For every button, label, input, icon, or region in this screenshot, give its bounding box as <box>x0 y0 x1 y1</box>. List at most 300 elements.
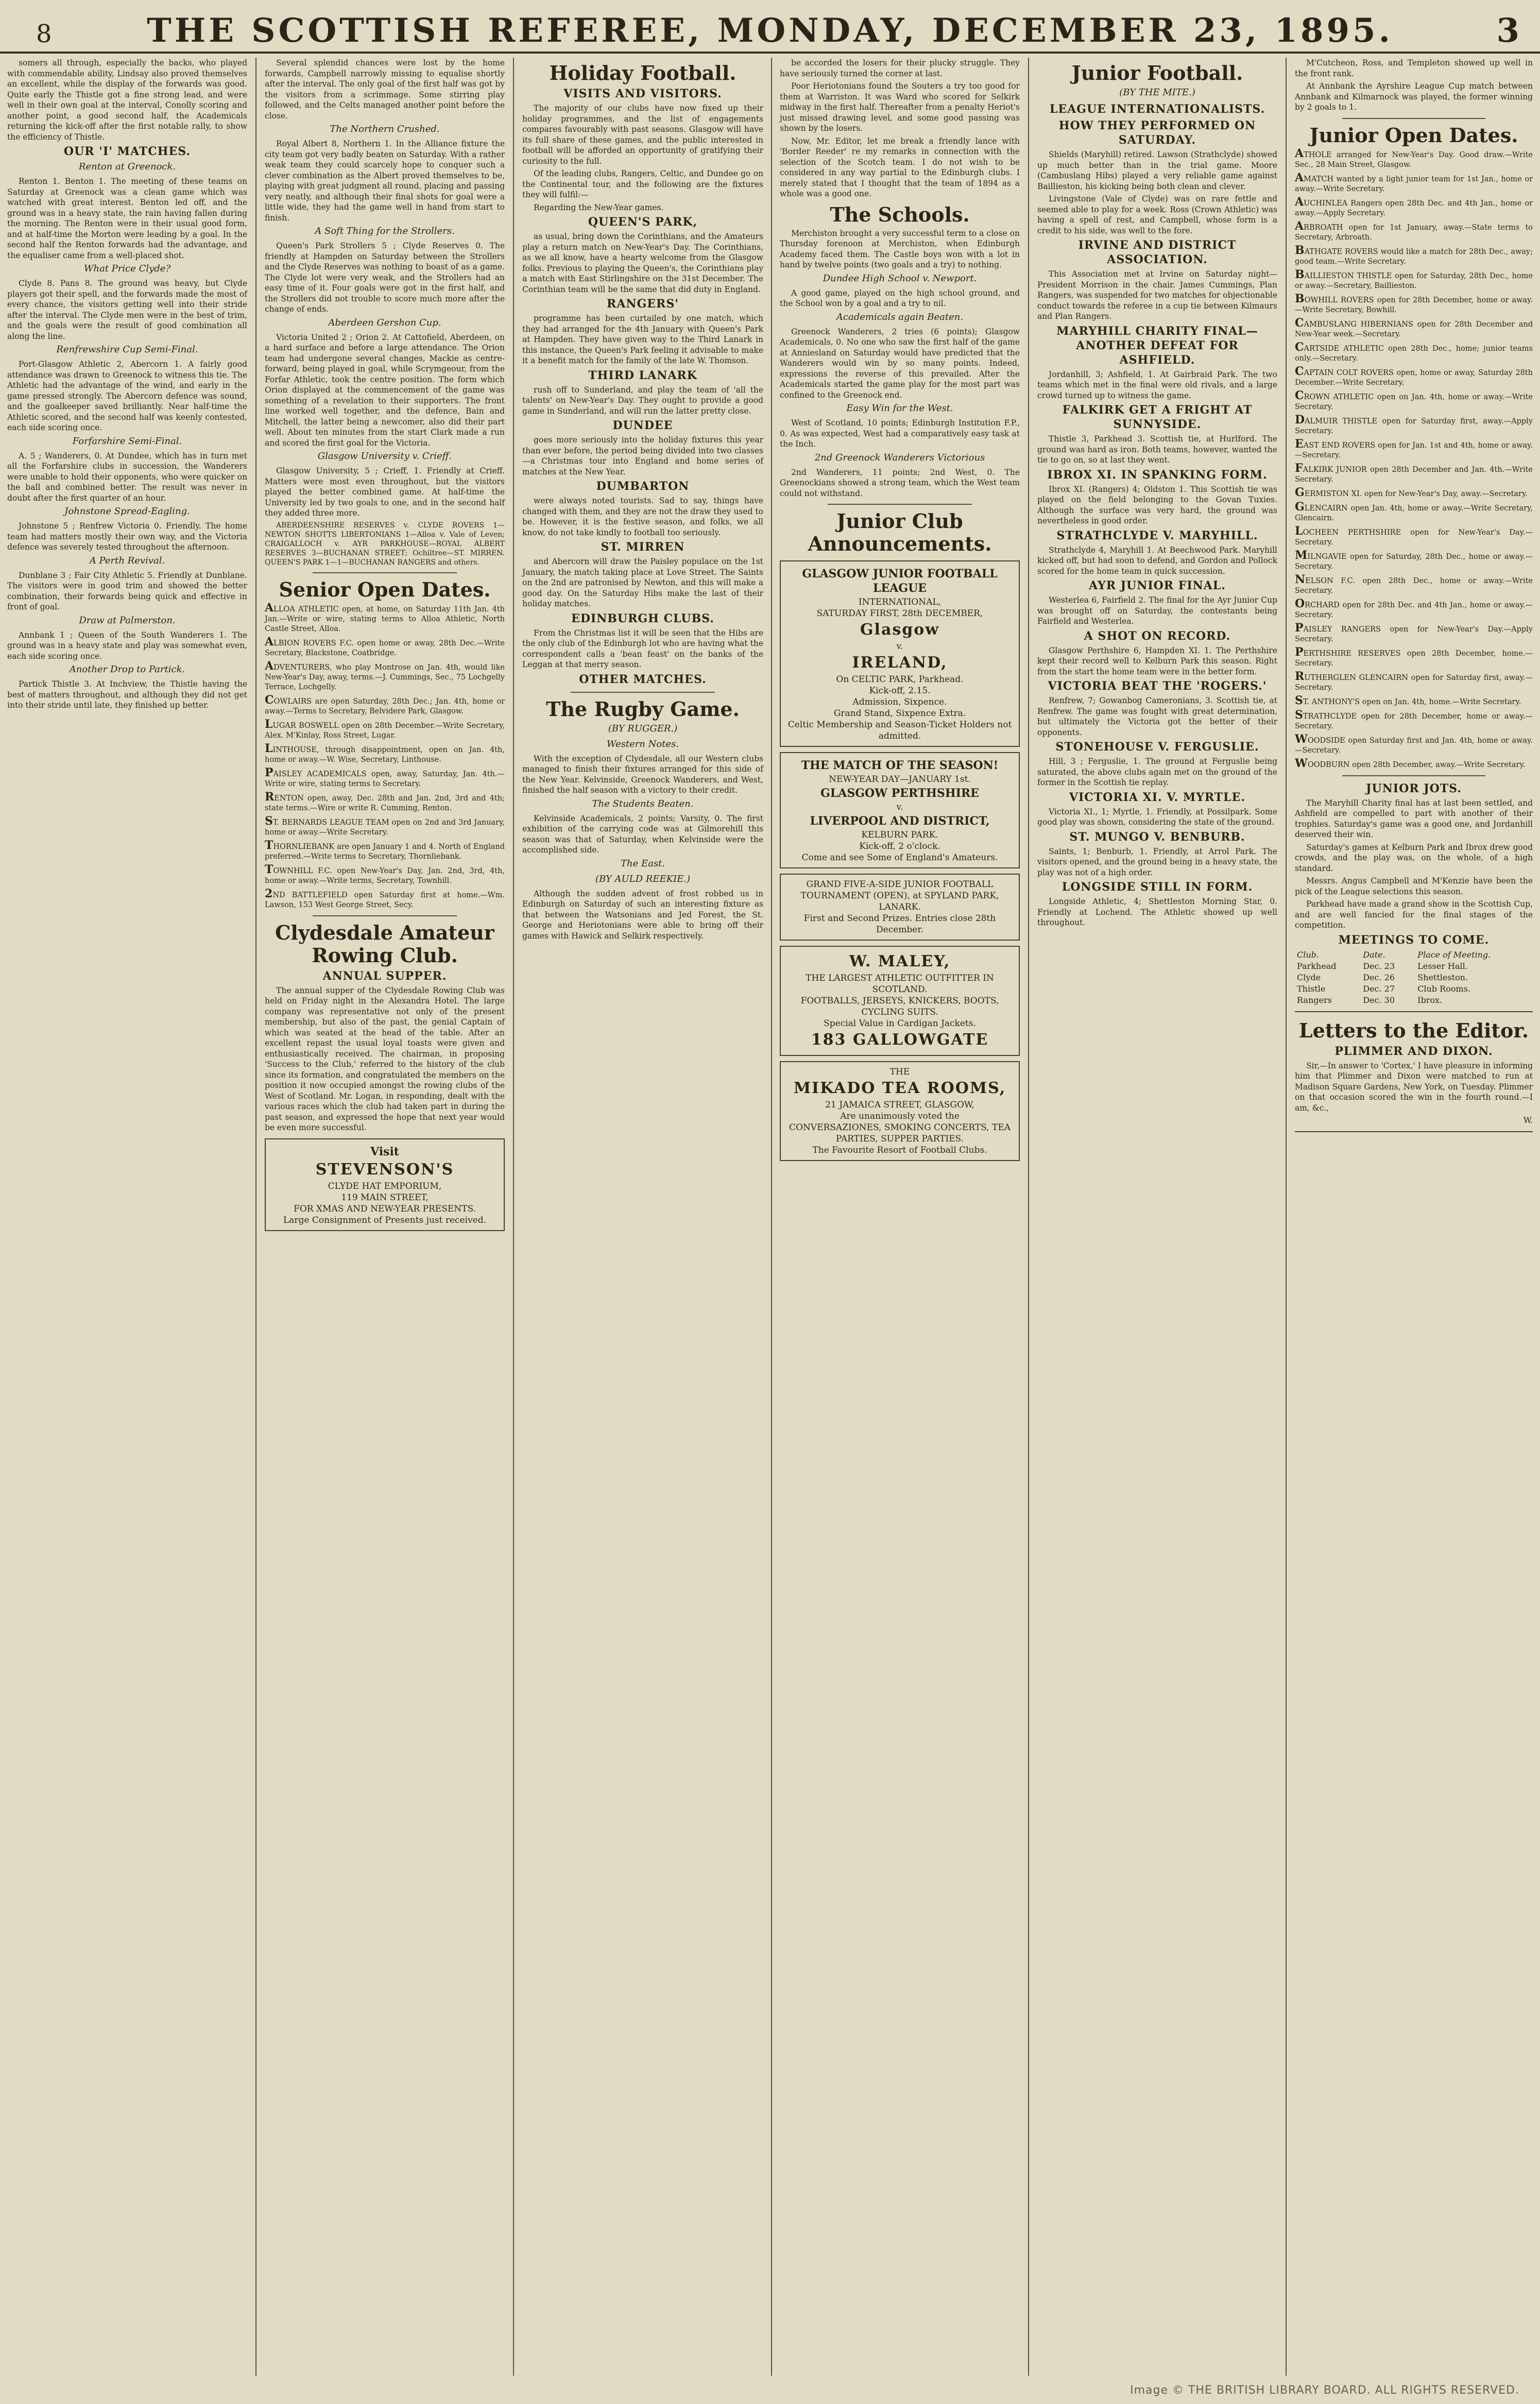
drop-cap: D <box>1295 413 1305 427</box>
article-text: rush off to Sunderland, and play the team of 'all the talents' on New-Year's Day. They ought to provide a good game in Sunderland, and will run the latter pretty close. <box>522 385 763 416</box>
advertisement-maley <box>780 946 1020 1056</box>
table-cell-place: Club Rooms. <box>1417 983 1470 994</box>
article-text: Merchiston brought a very successful term to a close on Thursday forenoon at Merchiston, when Edinburgh Academy faced them. The Castle boys won with a lot in hand by twelve points (two goals and a try) to nothing. <box>780 228 1020 269</box>
open-date-entry <box>1295 197 1533 218</box>
section-heading: The Schools. <box>830 202 970 226</box>
open-date-entry <box>1295 388 1533 412</box>
open-date-entry <box>1295 318 1533 339</box>
open-date-text: ELSON F.C. open 28th Dec., home or away.—Write Secretary. <box>1295 576 1533 595</box>
article-subheading: The Northern Crushed. <box>330 124 440 134</box>
article-subheading: Johnstone Spread-Eagling. <box>64 506 190 517</box>
article-subheading: The East. <box>620 858 665 869</box>
ad-line: GRAND FIVE-A-SIDE JUNIOR FOOTBALL TOURNAMENT (OPEN), at SPYLAND PARK, LANARK. <box>800 879 999 912</box>
page-edge-number: 8 <box>36 20 54 48</box>
open-date-entry <box>1295 623 1533 644</box>
open-date-text: ND BATTLEFIELD open Saturday first at home.—Wm. Lawson, 153 West George Street, Secy. <box>265 891 505 909</box>
article-text: Hill, 3 ; Ferguslie, 1. The ground at Ferguslie being saturated, the above clubs again met on the ground of the former in the Scottish tie replay. <box>1037 757 1277 787</box>
article-text: Queen's Park Strollers 5 ; Clyde Reserves 0. The friendly at Hampden on Saturday between the Strollers and the Clyde Reserves was nothing to boast of as a game. The Clyde lot were very weak, and the Strollers had an easy time of it. Four goals were got in the first half, and the Strollers did not trouble to score much more after the change of ends. <box>265 241 505 314</box>
ad-line: FOOTBALLS, JERSEYS, KNICKERS, BOOTS, CYCLING SUITS. <box>800 996 999 1017</box>
open-date-entry <box>1295 173 1533 194</box>
article-subheading: QUEEN'S PARK, <box>588 215 698 229</box>
open-date-entry <box>1295 294 1533 315</box>
article-text: Strathclyde 4, Maryhill 1. At Beechwood Park. Maryhill kicked off, but had soon to defend, and Gordon and Pollock scored for the home team in quick succession. <box>1037 545 1277 576</box>
ad-line: SATURDAY FIRST, 28th DECEMBER, <box>816 608 983 619</box>
ad-line: CONVERSAZIONES, SMOKING CONCERTS, TEA PARTIES, SUPPER PARTIES. <box>789 1122 1011 1144</box>
open-date-entry <box>1295 439 1533 461</box>
open-date-text: DVENTURERS, who play Montrose on Jan. 4th, would like New-Year's Day, away, terms.—J. Cummings, Sec., 75 Lochgelly Terrace, Lochgelly. <box>265 663 505 691</box>
open-date-text: AISLEY RANGERS open for New-Year's Day.—Apply Secretary. <box>1295 625 1533 643</box>
open-date-entry <box>265 695 505 717</box>
open-date-entry <box>1295 548 1533 572</box>
open-date-entry <box>265 886 505 910</box>
ad-line: Come and see Some of England's Amateurs. <box>801 853 998 863</box>
open-date-entry <box>1295 732 1533 756</box>
ad-line: Admission, Sixpence. <box>852 697 947 707</box>
article-text: Partick Thistle 3. At Inchview, the Thistle having the best of matters throughout, and although they did not get into their stride until late, they finished up better. <box>7 679 247 710</box>
article-text: From the Christmas list it will be seen that the Hibs are the only club of the Edinburgh lot who are having what the correspondent calls a 'bean feast' on the banks of the Leggan at that merry season. <box>522 628 763 669</box>
ad-line: Kick-off, 2.15. <box>869 686 931 696</box>
article-subheading: Another Drop to Partick. <box>69 664 185 675</box>
article-text: At Annbank the Ayrshire League Cup match between Annbank and Kilmarnock was played, the former winning by 2 goals to 1. <box>1295 81 1533 112</box>
divider <box>1342 118 1485 119</box>
article-text: Saints, 1; Benburb, 1. Friendly, at Arrol Park. The visitors opened, and the ground being in a heavy state, the play was not of a high order. <box>1037 846 1277 877</box>
section-heading: Holiday Football. <box>549 61 737 84</box>
article-text: programme has been curtailed by one match, which they had arranged for the 4th January with Queen's Park at Hampden. They have given way to the Third Lanark in this instance, the Queen's Park feeling it advisable to make it a benefit match for the family of the late W. Thomson. <box>522 314 763 365</box>
article-subheading: Easy Win for the West. <box>846 403 953 414</box>
article-text: M'Cutcheon, Ross, and Templeton showed up well in the front rank. <box>1295 58 1533 78</box>
article-subheading: LEAGUE INTERNATIONALISTS. <box>1049 103 1265 116</box>
column-6 <box>1288 58 1540 2376</box>
drop-cap: C <box>265 693 274 707</box>
section-heading: OUR 'I' MATCHES. <box>63 145 191 158</box>
ad-line: GLASGOW JUNIOR FOOTBALL LEAGUE <box>802 567 998 595</box>
open-date-text: ATHGATE ROVERS would like a match for 28th Dec., away; good team.—Write Secretary. <box>1295 247 1533 266</box>
article-text: Victoria XI., 1; Myrtle, 1. Friendly, at Possilpark. Some good play was shown, considering the state of the ground. <box>1037 807 1277 827</box>
article-subheading: ST. MIRREN <box>601 540 685 554</box>
ad-line: v. <box>896 802 903 812</box>
open-date-entry <box>265 792 505 813</box>
ad-line: IRELAND, <box>852 654 948 672</box>
open-date-entry <box>1295 502 1533 523</box>
open-date-entry <box>265 741 505 765</box>
article-subheading: FALKIRK GET A FRIGHT AT SUNNYSIDE. <box>1062 403 1253 431</box>
drop-cap: E <box>1295 437 1304 451</box>
open-date-entry <box>265 862 505 886</box>
ad-line: MIKADO TEA ROOMS, <box>793 1079 1006 1097</box>
ad-line: FOR XMAS AND NEW-YEAR PRESENTS. <box>294 1203 476 1214</box>
open-date-text: ALMUIR THISTLE open for Saturday first, away.—Apply Secretary. <box>1295 417 1533 435</box>
article-text: This Association met at Irvine on Saturday night—President Morrison in the chair. James Cummings, Plan Rangers, was suspended for two matches for objectionable conduct towards the referee in a cup tie between Kilmaurs and Plan Rangers. <box>1037 269 1277 321</box>
table-cell-club: Clyde <box>1297 972 1321 982</box>
open-date-text: OCHEEN PERTHSHIRE open for New-Year's Day.—Secretary. <box>1295 528 1533 547</box>
drop-cap: O <box>1295 596 1305 610</box>
article-text: as usual, bring down the Corinthians, and the Amateurs play a return match on New-Year's Day. The Corinthians, as we all know, have a hearty welcome from the Glasgow folks. Previous to playing the Queen's, the Corinthians play a match with East Stirlingshire on the 31st December. The Corinthian team will be the same that did duty in England. <box>522 232 763 294</box>
article-subheading: HOW THEY PERFORMED ON SATURDAY. <box>1058 119 1256 147</box>
drop-cap: S <box>265 814 273 828</box>
open-date-entry <box>1295 693 1533 707</box>
section-heading: The Rugby Game. <box>546 697 740 721</box>
article-subheading: A Soft Thing for the Strollers. <box>315 226 455 236</box>
article-subheading: Renfrewshire Cup Semi-Final. <box>56 344 198 355</box>
open-date-entry <box>265 661 505 692</box>
open-date-entry <box>265 717 505 741</box>
ad-line: v. <box>896 641 903 652</box>
article-subheading: A SHOT ON RECORD. <box>1084 629 1231 643</box>
article-text: Messrs. Angus Campbell and M'Kenzie have been the pick of the League selections this season. <box>1295 876 1533 896</box>
article-text: Glasgow University, 5 ; Crieff, 1. Friendly at Crieff. Matters were most even throughout, but the visitors played the better combined game. At half-time the University led by two goals to one, and in the second half they added three more. <box>265 466 505 518</box>
advertisement-stevensons <box>265 1138 505 1231</box>
article-text: somers all through, especially the backs, who played with commendable ability, Lindsay also proved themselves an excellent, while the display of the forwards was good. Quite early the Thistle got a fine strong lead, and were well in their own goal at the interval, Conolly scoring and another point, a good second half, the Academicals returning the kick-off after the first notable rally, to show the efficiency of Thistle. <box>7 58 247 142</box>
section-heading: Junior Club Announcements. <box>808 509 992 555</box>
drop-cap: 2 <box>265 886 273 900</box>
open-date-text: LENCAIRN open Jan. 4th, home or away.—Write Secretary, Glencairn. <box>1295 504 1533 522</box>
article-subheading: ANNUAL SUPPER. <box>322 969 447 983</box>
byline: (BY RUGGER.) <box>608 723 678 734</box>
open-date-text: AISLEY ACADEMICALS open, away, Saturday, Jan. 4th.—Write or wire, stating terms to Secretary. <box>265 770 505 788</box>
column-rule <box>513 58 514 2376</box>
open-date-text: MATCH wanted by a light junior team for 1st Jan., home or away.—Write Secretary. <box>1295 175 1533 193</box>
article-text: Several splendid chances were lost by the home forwards, Campbell narrowly missing to equalise shortly after the interval. The only goal of the first half was got by the visitors from a scrimmage. Some stirring play followed, and the Celts managed another point before the close. <box>265 58 505 121</box>
article-subheading: Dundee High School v. Newport. <box>823 272 977 284</box>
open-date-text: OWLAIRS are open Saturday, 28th Dec.; Jan. 4th, home or away.—Terms to Secretary, Belvidere Park, Glasgow. <box>265 697 505 715</box>
open-date-entry <box>1295 146 1533 170</box>
ad-line: INTERNATIONAL, <box>858 597 942 607</box>
byline: (BY AULD REEKIE.) <box>595 873 691 884</box>
open-date-text: UTHERGLEN GLENCAIRN open for Saturday first, away.—Secretary. <box>1295 673 1533 692</box>
article-subheading: AYR JUNIOR FINAL. <box>1089 579 1226 592</box>
advertisement-mikado <box>780 1061 1020 1161</box>
ad-line: KELBURN PARK. <box>861 830 938 840</box>
drop-cap: A <box>1295 171 1304 184</box>
drop-cap: W <box>1295 756 1308 770</box>
section-heading: Junior Open Dates. <box>1309 123 1518 147</box>
section-heading: MEETINGS TO COME. <box>1338 933 1490 947</box>
article-subheading: STONEHOUSE V. FERGUSLIE. <box>1055 740 1259 754</box>
open-date-text: ERMISTON XI. open for New-Year's Day, away.—Secretary. <box>1304 489 1528 498</box>
article-text: goes more seriously into the holiday fixtures this year than ever before, the period being divided into two classes—a Christmas tour into England and home series of matches at the New Year. <box>522 435 763 476</box>
drop-cap: C <box>1295 316 1304 330</box>
open-date-entry <box>1295 415 1533 436</box>
column-5 <box>1030 58 1285 2376</box>
open-date-entry <box>1295 485 1533 499</box>
drop-cap: A <box>265 601 274 615</box>
article-subheading: OTHER MATCHES. <box>579 672 707 686</box>
drop-cap: B <box>1295 243 1305 257</box>
open-date-text: UGAR BOSWELL open on 28th December.—Write Secretary, Alex. M'Kinlay, Ross Street, Lugar. <box>265 721 505 740</box>
letters-section <box>1295 1011 1533 1132</box>
masthead <box>0 0 1540 54</box>
open-date-text: LLOA ATHLETIC open, at home, on Saturday 11th Jan. 4th Jan.—Write or wire, stating terms to Alloa Athletic, North Castle Street, Alloa. <box>265 605 505 633</box>
table-row <box>1295 972 1533 983</box>
drop-cap: T <box>265 838 273 852</box>
article-text: Now, Mr. Editor, let me break a friendly lance with 'Border Reeder' re my remarks in connection with the selection of the Scotch team. I do not wish to be considered in any way partial to the Edinburgh clubs. I merely stated that I thought that the team of 1894 as a whole was a good one. <box>780 136 1020 198</box>
article-subheading: DUNDEE <box>612 419 673 432</box>
drop-cap: A <box>1295 219 1304 233</box>
drop-cap: L <box>265 717 273 731</box>
open-date-entry <box>1295 669 1533 693</box>
article-subheading: VICTORIA BEAT THE 'ROGERS.' <box>1048 679 1267 693</box>
ad-line: THE MATCH OF THE SEASON! <box>801 759 999 772</box>
ad-line: First and Second Prizes. Entries close 28th December. <box>803 913 996 935</box>
article-text: A. 5 ; Wanderers, 0. At Dundee, which has in turn met all the Forfarshire clubs in succession, the Wanderers were unable to hold their opponents, who were quicker on the ball and combined better. The result was never in doubt after the first quarter of an hour. <box>7 451 247 503</box>
article-subheading: Renton at Greenock. <box>78 161 176 172</box>
ad-line: THE LARGEST ATHLETIC OUTFITTER IN SCOTLAND. <box>806 973 994 995</box>
drop-cap: S <box>1295 708 1303 722</box>
article-text: Saturday's games at Kelburn Park and Ibrox drew good crowds, and the play was, on the whole, of a high standard. <box>1295 842 1533 873</box>
ad-line: Large Consignment of Presents just received. <box>283 1215 487 1225</box>
ad-line: The Favourite Resort of Football Clubs. <box>812 1145 987 1155</box>
article-subheading: Aberdeen Gershon Cup. <box>328 317 441 328</box>
ad-line: Special Value in Cardigan Jackets. <box>824 1018 976 1029</box>
table-cell-place: Shettleston. <box>1417 972 1468 982</box>
article-subheading: DUMBARTON <box>596 480 690 493</box>
drop-cap: W <box>1295 732 1308 746</box>
article-text: Annbank 1 ; Queen of the South Wanderers 1. The ground was in a heavy state and play was somewhat even, each side scoring once. <box>7 630 247 661</box>
article-text: Although the sudden advent of frost robbed us in Edinburgh on Saturday of such an interesting fixture as that between the Watsonians and Jed Forest, the St. George and Heriotonians were able to bring off their games with Hawick and Selkirk respectively. <box>522 889 763 941</box>
article-subheading: The Students Beaten. <box>592 798 694 809</box>
open-date-entry <box>265 603 505 634</box>
article-subheading: ST. MUNGO V. BENBURB. <box>1069 830 1245 844</box>
table-cell-date: Date. <box>1363 949 1385 960</box>
ad-line: 183 GALLOWGATE <box>811 1031 989 1049</box>
divider <box>828 504 972 505</box>
section-heading: Junior Football. <box>1071 61 1243 84</box>
open-date-text: UCHINLEA Rangers open 28th Dec. and 4th Jan., home or away.—Apply Secretary. <box>1295 199 1533 217</box>
ad-line: LIVERPOOL AND DISTRICT, <box>810 814 990 828</box>
open-date-text: ERTHSHIRE RESERVES open 28th December, home.—Secretary. <box>1295 649 1533 668</box>
section-heading: Senior Open Dates. <box>279 577 491 601</box>
column-rule <box>1028 58 1029 2376</box>
open-date-text: LBION ROVERS F.C. open home or away, 28th Dec.—Write Secretary, Blackstone, Coatbridge. <box>265 639 505 657</box>
article-text: Clyde 8. Pans 8. The ground was heavy, but Clyde players got their spell, and the forwards made the most of every chance, the visitors getting well into their stride after the interval. The Clyde men were in the best of trim, and the goals were the result of good combination all along the line. <box>7 279 247 341</box>
article-text: Westerlea 6, Fairfield 2. The final for the Ayr Junior Cup was brought off on Saturday, the contestants being Fairfield and Westerlea. <box>1037 595 1277 626</box>
advertisement-international <box>780 560 1020 747</box>
article-subheading: RANGERS' <box>607 297 679 311</box>
drop-cap: B <box>1295 292 1305 305</box>
table-row <box>1295 983 1533 995</box>
ad-line: Celtic Membership and Season-Ticket Holders not admitted. <box>788 720 1012 741</box>
open-date-text: ARTSIDE ATHLETIC open 28th Dec., home; junior teams only.—Secretary. <box>1295 344 1533 363</box>
open-date-entry <box>265 838 505 862</box>
ad-line: 21 JAMAICA STREET, GLASGOW, <box>825 1100 974 1110</box>
drop-cap: R <box>1295 669 1305 683</box>
table-cell-place: Ibrox. <box>1417 995 1443 1005</box>
ad-line: STEVENSON'S <box>315 1160 454 1179</box>
ad-line: THE <box>889 1067 910 1077</box>
article-subheading: 2nd Greenock Wanderers Victorious <box>814 452 985 463</box>
drop-cap: A <box>265 635 274 649</box>
article-text: Livingstone (Vale of Clyde) was on rare fettle and seemed able to play for a week. Ross (Crown Athletic) was having a spell of rest, and Campbell, whose form is a credit to his side, was well to the fore. <box>1037 194 1277 235</box>
page-number: 3 <box>1496 11 1519 50</box>
ad-line: Grand Stand, Sixpence Extra. <box>833 708 966 719</box>
article-text: Sir,—In answer to 'Cortex,' I have pleasure in informing him that Plimmer and Dixon were matched to run at Madison Square Gardens, New York, on Tuesday. Plimmer on that occasion scored the win in the fourth round.—I am, &c., <box>1295 1061 1533 1113</box>
advertisement-match-of-season <box>780 752 1020 868</box>
article-subheading: PLIMMER AND DIXON. <box>1334 1044 1493 1058</box>
open-dates-list <box>1295 146 1533 770</box>
byline: (BY THE MITE.) <box>1119 87 1195 98</box>
article-text: Royal Albert 8, Northern 1. In the Alliance fixture the city team got very badly beaten on Saturday. With a rather weak team they could scarcely hope to conquer such a clever combination as the Albert proved themselves to be, playing with great judgment all round, placing and passing very neatly, and although their final shots for goal were a little wide, they had the game well in hand from start to finish. <box>265 139 505 223</box>
article-subheading: MARYHILL CHARITY FINAL—ANOTHER DEFEAT FOR ASHFIELD. <box>1056 324 1258 367</box>
article-text: and Abercorn will draw the Paisley populace on the 1st January, the match taking place at Love Street. The Saints on the 2nd are patronised by Newton, and this will make a good day. On the Saturday Hibs make the last of their holiday matches. <box>522 557 763 608</box>
drop-cap: P <box>265 765 273 779</box>
drop-cap: G <box>1295 500 1305 514</box>
divider <box>571 692 715 693</box>
open-date-text: OODSIDE open Saturday first and Jan. 4th, home or away.—Secretary. <box>1295 736 1533 755</box>
article-subheading: THIRD LANARK <box>588 368 697 382</box>
open-date-text: RBROATH open for 1st January, away.—State terms to Secretary, Arbroath. <box>1295 223 1533 242</box>
article-text: 2nd Wanderers, 11 points; 2nd West, 0. The Greenockians showed a strong team, which the West team could not withstand. <box>780 467 1020 498</box>
drop-cap: P <box>1295 645 1304 659</box>
article-subheading: Draw at Palmerston. <box>79 615 176 626</box>
open-date-entry <box>1295 364 1533 388</box>
open-date-entry <box>1295 267 1533 291</box>
article-text: The annual supper of the Clydesdale Rowing Club was held on Friday night in the Alexandra Hotel. The large company was representative not only of the present membership, but also of the past, the genial Captain of which was seated at the head of the table. After an excellent repast the usual loyal toasts were given and enthusiastically received. The chairman, in proposing 'Success to the Club,' referred to the history of the club since its formation, and congratulated the members on the position it now occupied amongst the rowing clubs of the West of Scotland. Mr. Logan, in responding, dealt with the various races which the club had taken part in during the past season, and expressed the hope that next year would be even more successful. <box>265 985 505 1132</box>
article-text: Poor Heriotonians found the Souters a try too good for them at Warriston. It was Ward who scored for Selkirk midway in the first half. Thereafter from a penalty Heriot's just missed drawing level, and some good passing was shown by the losers. <box>780 81 1020 133</box>
article-text: The Maryhill Charity final has at last been settled, and Ashfield are compelled to part with another of their trophies. Saturday's game was a good one, and Jordanhill deserved their win. <box>1295 798 1533 839</box>
divider <box>313 915 457 916</box>
open-date-text: ILNGAVIE open for Saturday, 28th Dec., home or away.—Secretary. <box>1295 552 1533 571</box>
table-cell-date: Dec. 30 <box>1363 995 1395 1005</box>
drop-cap: T <box>265 862 273 876</box>
open-date-entry <box>1295 526 1533 548</box>
drop-cap: S <box>1295 693 1303 707</box>
table-cell-club: Club. <box>1297 949 1319 960</box>
article-text: Renfrew, 7; Gowanbog Cameronians, 3. Scottish tie, at Renfrew. The game was fought with great determination, but ultimately the Victoria got the better of their opponents. <box>1037 696 1277 737</box>
open-date-entry <box>265 637 505 658</box>
article-text: With the exception of Clydesdale, all our Western clubs managed to finish their fixtures arranged for this side of the New Year. Kelvinside, Greenock Wanderers, and West, finished the half season with a victory to their credit. <box>522 754 763 795</box>
article-text: West of Scotland, 10 points; Edinburgh Institution F.P., 0. As was expected, West had a comparatively easy task at the Inch. <box>780 418 1020 449</box>
article-text: Dunblane 3 ; Fair City Athletic 5. Friendly at Dunblane. The visitors were in good trim and showed the better combination, their forwards being quick and effective in front of goal. <box>7 570 247 611</box>
article-subheading: VICTORIA XI. V. MYRTLE. <box>1069 790 1246 804</box>
meetings-table <box>1295 949 1533 1006</box>
open-date-entry <box>1295 572 1533 596</box>
article-subheading: STRATHCLYDE V. MARYHILL. <box>1056 528 1258 542</box>
drop-cap: C <box>1295 388 1304 402</box>
open-date-entry <box>1295 221 1533 243</box>
results-list: ABERDEENSHIRE RESERVES v. CLYDE ROVERS 1—NEWTON SHOTTS LIBERTONIANS 1—Alloa v. Vale of Leven; CRAIGALLOCH v. AYR PARKHOUSE—ROYAL ALBERT RESERVES 3—BUCHANAN STREET; Ochiltree—ST. MIRREN. QUEEN'S PARK 1—1—BUCHANAN RANGERS and others. <box>265 521 505 567</box>
open-date-text: AST END ROVERS open for Jan. 1st and 4th, home or away.—Secretary. <box>1295 441 1533 459</box>
table-cell-date: Dec. 27 <box>1363 983 1395 994</box>
column-4 <box>773 58 1027 2376</box>
section-heading: Clydesdale Amateur Rowing Club. <box>275 920 494 967</box>
open-date-entry <box>1295 756 1533 770</box>
article-subheading: Western Notes. <box>606 738 679 749</box>
drop-cap: N <box>1295 572 1306 586</box>
table-cell-club: Thistle <box>1297 983 1326 994</box>
article-subheading: Glasgow University v. Crieff. <box>317 451 452 462</box>
column-rule <box>771 58 772 2376</box>
ad-line: CLYDE HAT EMPORIUM, <box>328 1181 442 1191</box>
open-date-text: AMBUSLANG HIBERNIANS open for 28th December and New-Year week.—Secretary. <box>1295 320 1533 338</box>
open-date-text: TRATHCLYDE open for 28th December, home or away.—Secretary. <box>1295 712 1533 730</box>
open-date-entry <box>1295 710 1533 731</box>
drop-cap: A <box>1295 195 1304 209</box>
article-text: Renton 1. Benton 1. The meeting of these teams on Saturday at Greenock was a clean game which was watched with great interest. Benton led off, and the ground was in a heavy state, the rain having fallen during the morning. The Renton were in their usual good form, and at half-time the Morton were leading by a goal. In the second half the Renton forwards had the advantage, and the equaliser came from a well-placed shot. <box>7 177 247 260</box>
article-text: be accorded the losers for their plucky struggle. They have seriously turned the corner at last. <box>780 58 1020 78</box>
divider <box>1342 775 1485 776</box>
ad-line: Glasgow <box>860 621 940 639</box>
drop-cap: A <box>265 659 274 673</box>
article-text: Port-Glasgow Athletic 2, Abercorn 1. A fairly good attendance was drawn to Greenock to witness this tie. The Athletic had the advantage of the wind, and early in the game pressed strongly. The Abercorn defence was sound, and the goalkeeper saved brilliantly. Near half-time the Athletic scored, and the second half was keenly contested, each side scoring once. <box>7 360 247 432</box>
advertisement-tournament <box>780 874 1020 941</box>
column-2 <box>258 58 512 2376</box>
article-text: Johnstone 5 ; Renfrew Victoria 0. Friendly. The home team had matters mostly their own way, and the Victoria defence was severely tested throughout the afternoon. <box>7 521 247 552</box>
table-row <box>1295 995 1533 1006</box>
ad-line: Visit <box>370 1145 399 1158</box>
column-3 <box>515 58 771 2376</box>
section-heading: JUNIOR JOTS. <box>1366 781 1462 795</box>
article-subheading: IRVINE AND DISTRICT ASSOCIATION. <box>1078 238 1237 266</box>
column-1 <box>0 58 254 2376</box>
open-date-text: RCHARD open for 28th Dec. and 4th Jan., home or away.—Secretary. <box>1295 601 1533 619</box>
article-text: Glasgow Perthshire 6, Hampden XI. 1. The Perthshire kept their record well to Kelburn Park this season. Right from the start the home team were in the better form. <box>1037 645 1277 676</box>
article-text: Victoria United 2 ; Orion 2. At Cattofield, Aberdeen, on a hard surface and before a large attendance. The Orion team had undergone several changes, Mackie as centre-forward, being played in goal, while Scrymgeour, from the Forfar Athletic, took the centre position. The form which Orion displayed at the commencement of the game was something of a revelation to their supporters. The front line worked well together, and the defence, Bain and Mitchell, the latter being a newcomer, also did their part well. About ten minutes from the start Clark made a run and scored the first goal for the Victoria. <box>265 332 505 448</box>
table-cell-club: Parkhead <box>1297 961 1337 971</box>
newspaper-title: THE SCOTTISH REFEREE, MONDAY, DECEMBER 23, 1895. <box>147 11 1393 50</box>
drop-cap: M <box>1295 548 1308 562</box>
divider <box>313 572 457 573</box>
drop-cap: A <box>1295 146 1304 160</box>
open-date-entry <box>1295 340 1533 364</box>
article-subheading: EDINBURGH CLUBS. <box>571 611 714 625</box>
drop-cap: C <box>1295 364 1304 378</box>
table-cell-club: Rangers <box>1297 995 1332 1005</box>
table-cell-place: Lesser Hall. <box>1417 961 1468 971</box>
article-text: Greenock Wanderers, 2 tries (6 points); Glasgow Academicals, 0. No one who saw the first half of the game at Anniesland on Saturday would have predicted that the Wanderers would win by so many points. Indeed, expressions the reverse of this prevailed. After the Academicals started the game play for the most part was confined to the Greenock end. <box>780 327 1020 400</box>
open-date-text: T. BERNARDS LEAGUE TEAM open on 2nd and 3rd January, home or away.—Write Secretary. <box>265 818 505 837</box>
drop-cap: G <box>1295 485 1305 499</box>
ad-line: Kick-off, 2 o'clock. <box>859 841 940 851</box>
drop-cap: B <box>1295 267 1305 281</box>
article-text: Regarding the New-Year games. <box>534 202 664 212</box>
open-date-text: OWHILL ROVERS open for 28th December, home or away.—Write Secretary, Bowhill. <box>1295 296 1533 314</box>
open-date-entry <box>1295 461 1533 485</box>
open-date-text: ENTON open, away, Dec. 28th and Jan. 2nd, 3rd and 4th; state terms.—Wire or write R. Cumming, Renton. <box>265 794 505 812</box>
open-date-text: INTHOUSE, through disappointment, open on Jan. 4th, home or away.—W. Wise, Secretary, Linthouse. <box>265 745 505 764</box>
ad-line: W. MALEY, <box>849 952 951 970</box>
open-date-text: AILLIESTON THISTLE open for Saturday, 28th Dec., home or away.—Secretary, Baillieston. <box>1295 271 1533 290</box>
open-date-text: THOLE arranged for New-Year's Day. Good draw.—Write Sec., 28 Main Street, Glasgow. <box>1295 150 1533 169</box>
drop-cap: L <box>265 741 273 755</box>
article-subheading: A Perth Revival. <box>89 555 165 566</box>
ad-line: 119 MAIN STREET, <box>341 1192 429 1203</box>
table-row <box>1295 961 1533 972</box>
article-text: Thistle 3, Parkhead 3. Scottish tie, at Hurlford. The ground was hard as iron. Both teams, however, wanted the tie to go on, so at last they went. <box>1037 434 1277 465</box>
drop-cap: F <box>1295 461 1303 475</box>
letter-signature: W. <box>1523 1116 1533 1125</box>
article-text: Kelvinside Academicals, 2 points; Varsity, 0. The first exhibition of the carrying code was at Gilmorehill this season was that of Saturday, when Kelvinside were the accomplished side. <box>522 813 763 855</box>
section-heading: Letters to the Editor. <box>1298 1018 1529 1042</box>
article-text: Shields (Maryhill) retired. Lawson (Strathclyde) showed up much better than in the trial game. Moore (Cambuslang Hibs) played a very reliable game against Baillieston, his kicking being both clean and clever. <box>1037 150 1277 191</box>
article-text: Jordanhill, 3; Ashfield, 1. At Gairbraid Park. The two teams which met in the final were old rivals, and a large crowd turned up to witness the game. <box>1037 369 1277 400</box>
table-row <box>1295 949 1533 961</box>
open-dates-list <box>265 603 505 910</box>
open-date-text: OWNHILL F.C. open New-Year's Day, Jan. 2nd, 3rd, 4th, home or away.—Write terms, Secretary, Townhill. <box>265 866 505 885</box>
open-date-text: T. ANTHONY'S open on Jan. 4th, home.—Write Secretary. <box>1303 697 1521 706</box>
article-subheading: Academicals again Beaten. <box>836 311 964 322</box>
article-subheading: What Price Clyde? <box>83 263 171 274</box>
article-text: were always noted tourists. Sad to say, things have changed with them, and they are not the draw they used to be. However, it is the festive season, and folks, we all know, do not take kindly to football too seriously. <box>522 496 763 537</box>
open-date-entry <box>1295 647 1533 669</box>
column-rule <box>255 58 256 2376</box>
open-date-text: OODBURN open 28th December, away.—Write Secretary. <box>1307 760 1526 769</box>
open-date-entry <box>265 765 505 789</box>
ad-line: NEW-YEAR DAY—JANUARY 1st. <box>829 774 971 785</box>
open-date-entry <box>1295 243 1533 267</box>
drop-cap: L <box>1295 524 1303 538</box>
ad-line: GLASGOW PERTHSHIRE <box>820 787 979 800</box>
open-date-text: APTAIN COLT ROVERS open, home or away, Saturday 28th December.—Write Secretary. <box>1295 368 1533 387</box>
